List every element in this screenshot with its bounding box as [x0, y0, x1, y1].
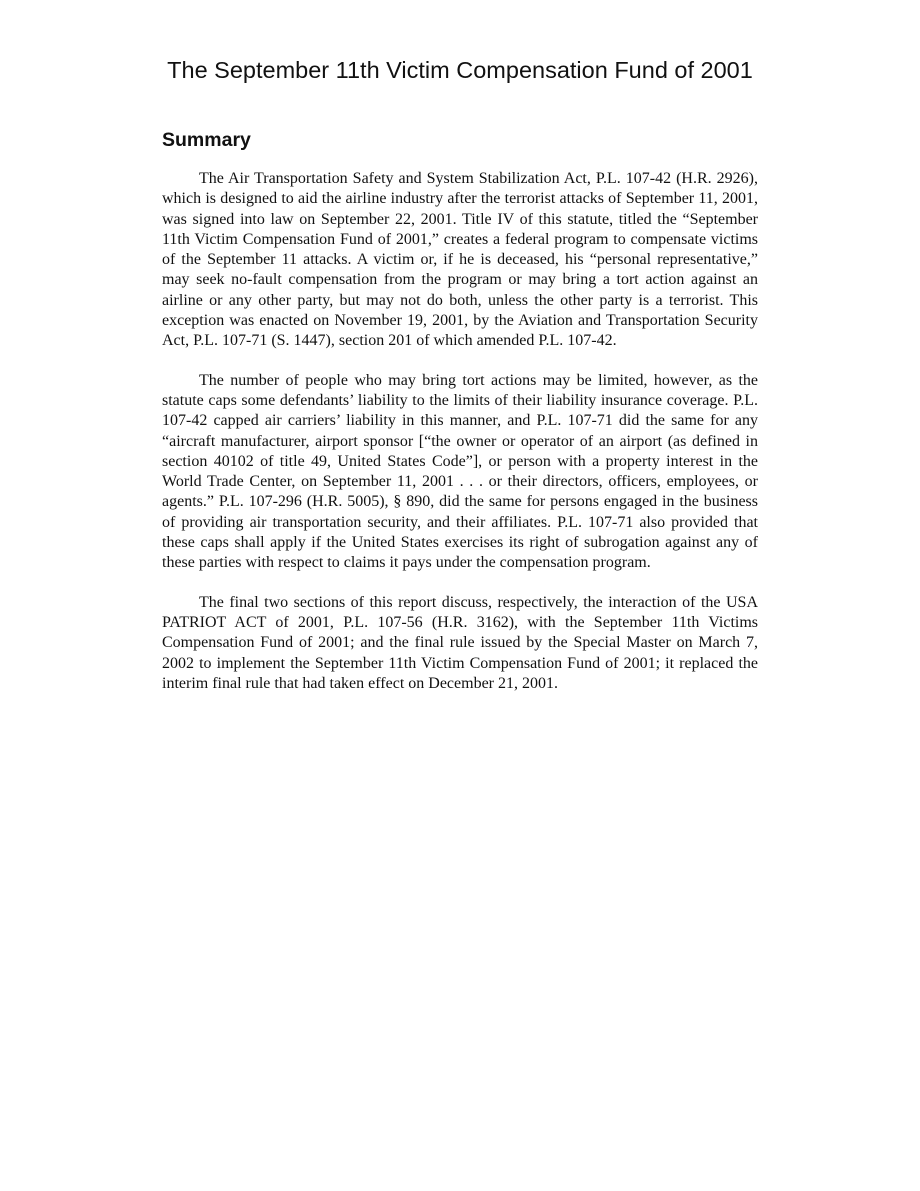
document-title: The September 11th Victim Compensation Fund of 2001 [167, 57, 753, 83]
summary-heading: Summary [162, 129, 251, 151]
summary-paragraph-3: The final two sections of this report discuss, respectively, the interaction of the USA PATRIOT ACT of 2001, P.L. 107-56 (H.R. 3162), with the September 11th Victims Compensation Fund of 2001; and the final rule issued by the Special Master on March 7, 2002 to implement the September 11th Victim Compensation Fund of 2001; it replaced the interim final rule that had taken effect on December 21, 2001. [162, 593, 758, 692]
summary-paragraph-2: The number of people who may bring tort actions may be limited, however, as the statute caps some defendants’ liability to the limits of their liability insurance coverage. P.L. 107-42 capped air carriers’ liability in this manner, and P.L. 107-71 did the same for any “aircraft manufacturer, airport sponsor [“the owner or operator of an airport (as defined in section 40102 of title 49, United States Code”], or person with a property interest in the World Trade Center, on September 11, 2001 . . . or their directors, officers, employees, or agents.” P.L. 107-296 (H.R. 5005), § 890, did the same for persons engaged in the business of providing air transportation security, and their affiliates. P.L. 107-71 also provided that these caps shall apply if the United States exercises its right of subrogation against any of these parties with respect to claims it pays under the compensation program. [162, 371, 758, 572]
document-page [162, 56, 758, 713]
summary-paragraph-1: The Air Transportation Safety and System Stabilization Act, P.L. 107-42 (H.R. 2926), which is designed to aid the airline industry after the terrorist attacks of September 11, 2001, was signed into law on September 22, 2001. Title IV of this statute, titled the “September 11th Victim Compensation Fund of 2001,” creates a federal program to compensate victims of the September 11 attacks. A victim or, if he is deceased, his “personal representative,” may seek no-fault compensation from the program or may bring a tort action against an airline or any other party, but may not do both, unless the other party is a terrorist. This exception was enacted on November 19, 2001, by the Aviation and Transportation Security Act, P.L. 107-71 (S. 1447), section 201 of which amended P.L. 107-42. [162, 170, 758, 350]
